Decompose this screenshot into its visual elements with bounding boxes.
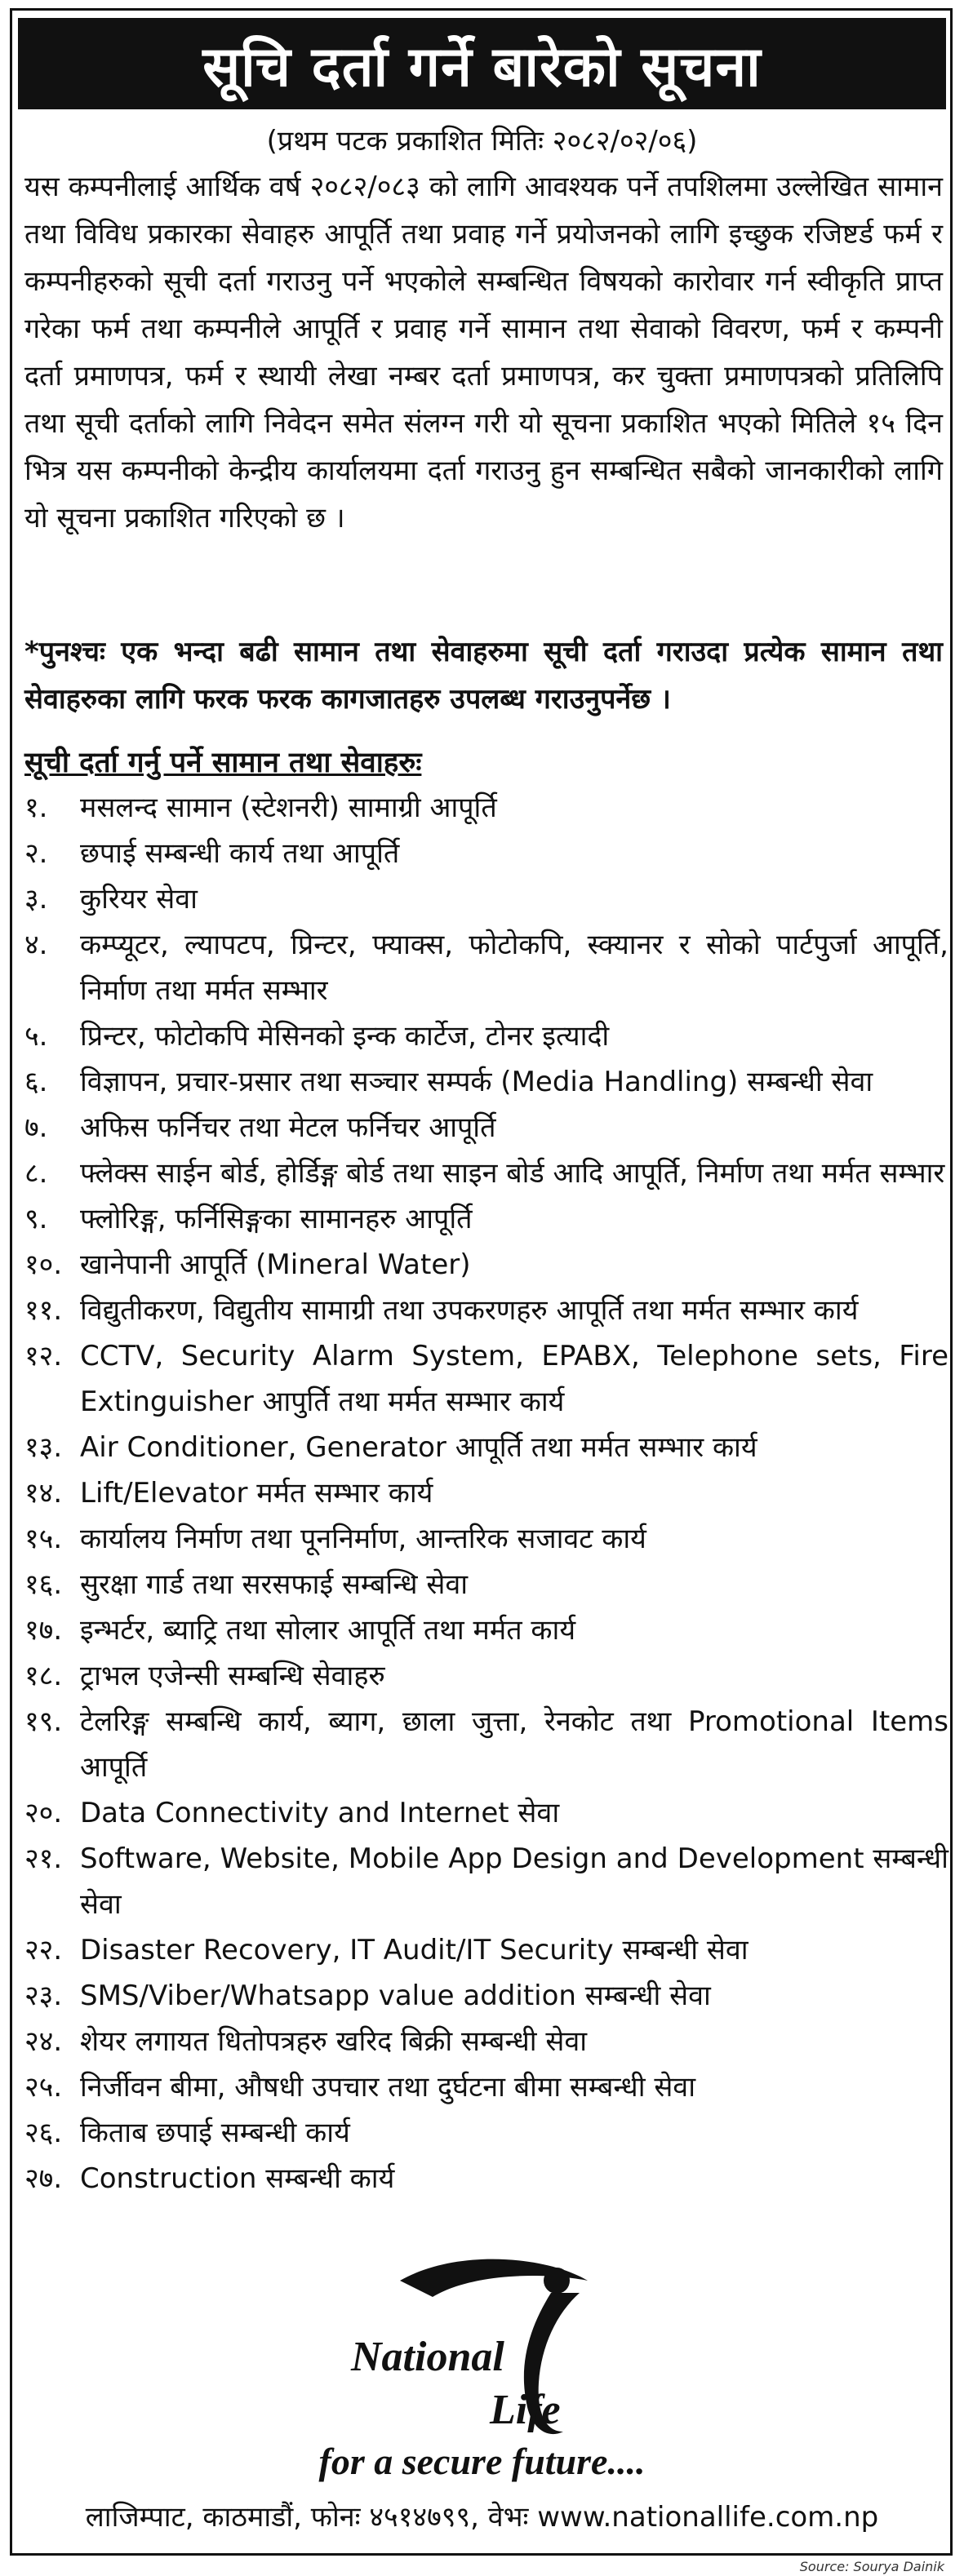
items-list xyxy=(24,785,948,2201)
list-item xyxy=(24,1699,948,1790)
list-item xyxy=(24,2156,948,2201)
item-number: १७. xyxy=(24,1614,63,1647)
postscript-note: *पुनश्चः एक भन्दा बढी सामान तथा सेवाहरुमा सूची दर्ता गराउदा प्रत्येक सामान तथा सेवाहरुका लागि फरक फरक कागजातहरु उपलब्ध गराउनुपर्नेछ । xyxy=(24,636,943,716)
tagline: for a secure future.... xyxy=(318,2441,646,2482)
list-item xyxy=(24,1059,948,1105)
list-item xyxy=(24,1653,948,1699)
item-number: ८. xyxy=(24,1157,48,1190)
list-item xyxy=(24,1836,948,1927)
item-number: १५. xyxy=(24,1523,63,1555)
list-item xyxy=(24,1288,948,1333)
item-number: १४. xyxy=(24,1477,63,1510)
list-item xyxy=(24,831,948,876)
logo-word-national: National xyxy=(351,2334,504,2380)
item-text: CCTV, Security Alarm System, EPABX, Telephone sets, Fire Extinguisher आपुर्ति तथा मर्मत सम्भार कार्य xyxy=(80,1340,948,1418)
list-item xyxy=(24,1196,948,1242)
logo-word-life: Life xyxy=(490,2387,561,2433)
list-item xyxy=(24,1607,948,1653)
item-text: छपाई सम्बन्धी कार्य तथा आपूर्ति xyxy=(80,837,400,870)
item-text: Software, Website, Mobile App Design and Development सम्बन्धी सेवा xyxy=(80,1842,948,1921)
list-item xyxy=(24,1927,948,1973)
list-item xyxy=(24,1425,948,1470)
item-text: फ्लेक्स साईन बोर्ड, होर्डिङ्ग बोर्ड तथा साइन बोर्ड आदि आपूर्ति, निर्माण तथा मर्मत सम्भार xyxy=(80,1157,945,1190)
item-text: टेलरिङ्ग सम्बन्धि कार्य, ब्याग, छाला जुत्ता, रेनकोट तथा Promotional Items आपूर्ति xyxy=(80,1705,948,1784)
item-number: १०. xyxy=(24,1248,63,1281)
list-item xyxy=(24,1105,948,1151)
list-item xyxy=(24,922,948,1013)
item-number: २४. xyxy=(24,2025,63,2058)
item-text: सुरक्षा गार्ड तथा सरसफाई सम्बन्धि सेवा xyxy=(80,1568,469,1601)
list-item xyxy=(24,1333,948,1425)
item-number: २७. xyxy=(24,2162,63,2195)
item-text: Disaster Recovery, IT Audit/IT Security सम्बन्धी सेवा xyxy=(80,1934,749,1966)
list-item xyxy=(24,2019,948,2064)
list-item xyxy=(24,1562,948,1607)
list-item xyxy=(24,1013,948,1059)
item-text: Construction सम्बन्धी कार्य xyxy=(80,2162,395,2195)
item-number: २०. xyxy=(24,1797,63,1829)
item-text: Data Connectivity and Internet सेवा xyxy=(80,1797,560,1829)
list-item xyxy=(24,1470,948,1516)
item-text: अफिस फर्निचर तथा मेटल फर्निचर आपूर्ति xyxy=(80,1111,496,1144)
item-text: खानेपानी आपूर्ति (Mineral Water) xyxy=(80,1248,471,1281)
list-item xyxy=(24,785,948,831)
list-heading: सूची दर्ता गर्नु पर्ने सामान तथा सेवाहरुः xyxy=(24,747,422,779)
item-number: १८. xyxy=(24,1660,63,1692)
item-number: १. xyxy=(24,791,48,824)
item-number: १९. xyxy=(24,1705,63,1738)
item-number: ६. xyxy=(24,1066,48,1098)
item-text: निर्जीवन बीमा, औषधी उपचार तथा दुर्घटना बीमा सम्बन्धी सेवा xyxy=(80,2071,696,2104)
item-number: २३. xyxy=(24,1980,63,2012)
item-text: फ्लोरिङ्ग, फर्निसिङ्गका सामानहरु आपूर्ति xyxy=(80,1203,473,1235)
list-item xyxy=(24,1973,948,2019)
list-item xyxy=(24,876,948,922)
contact-info: लाजिम्पाट, काठमाडौं, फोनः ४५१४७९९, वेभः www.nationallife.com.np xyxy=(85,2501,879,2534)
item-number: २२. xyxy=(24,1934,63,1966)
item-text: ट्राभल एजेन्सी सम्बन्धि सेवाहरु xyxy=(80,1660,385,1692)
item-text: इन्भर्टर, ब्याट्रि तथा सोलार आपूर्ति तथा मर्मत कार्य xyxy=(80,1614,576,1647)
item-number: १३. xyxy=(24,1431,63,1464)
item-number: ११. xyxy=(24,1294,63,1327)
item-number: २१. xyxy=(24,1842,63,1875)
item-text: विज्ञापन, प्रचार-प्रसार तथा सञ्चार सम्पर्क (Media Handling) सम्बन्धी सेवा xyxy=(80,1066,873,1098)
item-text: मसलन्द सामान (स्टेशनरी) सामाग्री आपूर्ति xyxy=(80,791,497,824)
item-number: १२. xyxy=(24,1340,63,1372)
item-number: ४. xyxy=(24,929,48,961)
item-number: २५. xyxy=(24,2071,63,2104)
item-text: कम्प्यूटर, ल्यापटप, प्रिन्टर, फ्याक्स, फोटोकपि, स्क्यानर र सोको पार्टपुर्जा आपूर्ति, निर्माण तथा मर्मत सम्भार xyxy=(80,929,948,1007)
item-number: ९. xyxy=(24,1203,48,1235)
item-number: २. xyxy=(24,837,48,870)
list-item xyxy=(24,1516,948,1562)
item-text: विद्युतीकरण, विद्युतीय सामाग्री तथा उपकरणहरु आपूर्ति तथा मर्मत सम्भार कार्य xyxy=(80,1294,859,1327)
list-item xyxy=(24,1242,948,1288)
list-item xyxy=(24,1790,948,1836)
item-number: ५. xyxy=(24,1020,48,1053)
notice-title: सूचि दर्ता गर्ने बारेको सूचना xyxy=(18,18,946,109)
item-text: Air Conditioner, Generator आपूर्ति तथा मर्मत सम्भार कार्य xyxy=(80,1431,757,1464)
item-text: प्रिन्टर, फोटोकपि मेसिनको इन्क कार्टेज, टोनर इत्यादी xyxy=(80,1020,610,1053)
list-item xyxy=(24,2064,948,2110)
list-item xyxy=(24,2110,948,2156)
item-number: २६. xyxy=(24,2117,63,2149)
item-text: SMS/Viber/Whatsapp value addition सम्बन्धी सेवा xyxy=(80,1980,711,2012)
item-number: ३. xyxy=(24,883,48,916)
item-number: ७. xyxy=(24,1111,48,1144)
notice-body: यस कम्पनीलाई आर्थिक वर्ष २०८२/०८३ को लागि आवश्यक पर्ने तपशिलमा उल्लेखित सामान तथा विविध प्रकारका सेवाहरु आपूर्ति तथा प्रवाह गर्ने प्रयोजनको लागि इच्छुक रजिष्टर्ड फर्म र कम्पनीहरुको सूची दर्ता गराउनु पर्ने भएकोले सम्बन्धित विषयको कारोवार गर्न स्वीकृति प्राप्त गरेका फर्म तथा कम्पनीले आपूर्ति र प्रवाह गर्ने सामान तथा सेवाको विवरण, फर्म र कम्पनी दर्ता प्रमाणपत्र, फर्म र स्थायी लेखा नम्बर दर्ता प्रमाणपत्र, कर चुक्ता प्रमाणपत्रको प्रतिलिपि तथा सूची दर्ताको लागि निवेदन समेत संलग्न गरी यो सूचना प्रकाशित भएको मितिले १५ दिन भित्र यस कम्पनीको केन्द्रीय कार्यालयमा दर्ता गराउनु हुन सम्बन्धित सबैको जानकारीको लागि यो सूचना प्रकाशित गरिएको छ । xyxy=(24,171,943,534)
source-credit: Source: Sourya Dainik xyxy=(799,2559,944,2574)
item-text: कार्यालय निर्माण तथा पूननिर्माण, आन्तरिक सजावट कार्य xyxy=(80,1523,646,1555)
list-item xyxy=(24,1151,948,1196)
item-text: किताब छपाई सम्बन्धी कार्य xyxy=(80,2117,350,2149)
item-number: १६. xyxy=(24,1568,63,1601)
item-text: Lift/Elevator मर्मत सम्भार कार्य xyxy=(80,1477,433,1510)
item-text: शेयर लगायत धितोपत्रहरु खरिद बिक्री सम्बन्धी सेवा xyxy=(80,2025,588,2058)
item-text: कुरियर सेवा xyxy=(80,883,198,916)
publication-date: (प्रथम पटक प्रकाशित मितिः २०८२/०२/०६) xyxy=(266,125,698,157)
